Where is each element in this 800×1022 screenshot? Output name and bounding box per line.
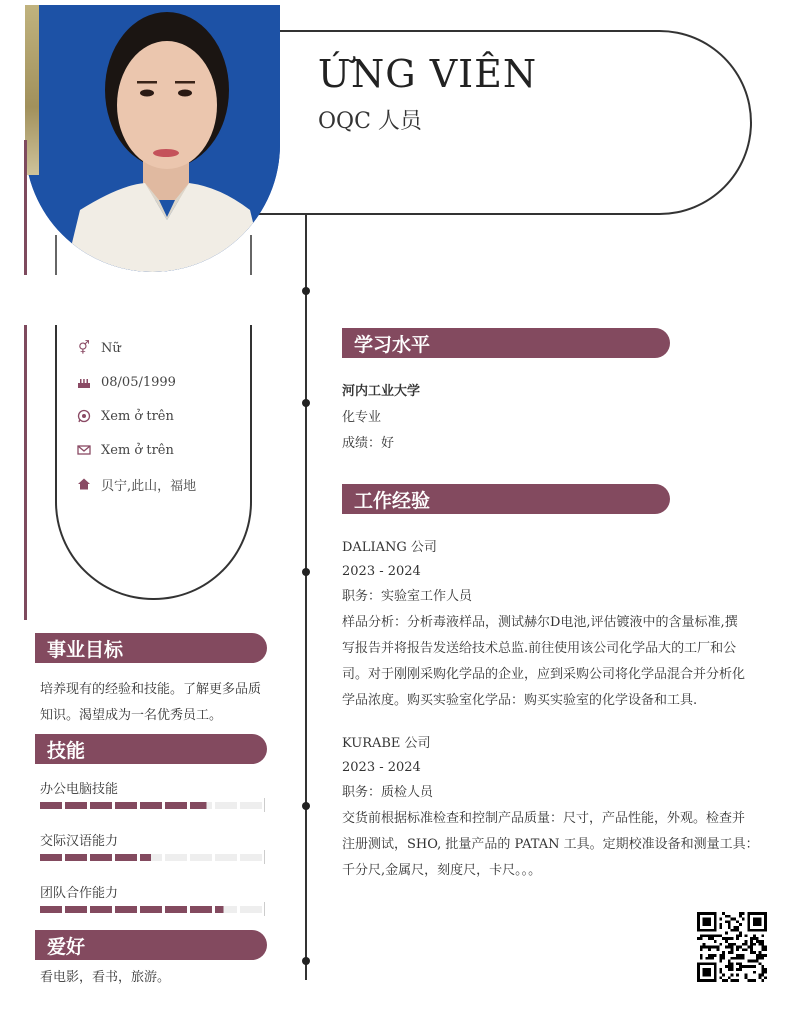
skill-bar-segment xyxy=(140,906,162,913)
skill-bar-segment xyxy=(240,906,262,913)
job-role: 职务：质检人员 xyxy=(342,785,434,800)
skill-bar-segment xyxy=(115,854,137,861)
skill-bar-end xyxy=(264,902,265,916)
hobbies-header: 爱好 xyxy=(35,930,267,960)
skill-bar-segment xyxy=(65,854,87,861)
skill-bar-segment xyxy=(190,906,212,913)
education-header: 学习水平 xyxy=(342,328,670,358)
timeline-dot xyxy=(302,957,310,965)
left-accent-bar xyxy=(24,140,27,275)
timeline-dot xyxy=(302,568,310,576)
skill-bar-segment xyxy=(190,802,212,809)
skill-bar-segment xyxy=(90,802,112,809)
timeline-dot xyxy=(302,399,310,407)
birthday-text: 08/05/1999 xyxy=(101,374,176,390)
address-text: 贝宁,此山，福地 xyxy=(101,478,197,494)
photo-frame-strip xyxy=(25,5,39,175)
skills-header: 技能 xyxy=(35,734,267,764)
email-text: Xem ở trên xyxy=(101,442,174,458)
job-desc-line: 学品浓度。购买实验室化学品：购买实验室的化学设备和工具. xyxy=(342,693,698,708)
contact-address xyxy=(75,474,196,494)
gender-text: Nữ xyxy=(101,340,121,356)
candidate-position: OQC 人员 xyxy=(318,109,422,134)
skill-label: 团队合作能力 xyxy=(40,886,119,901)
hobbies-text: 看电影，看书，旅游。 xyxy=(40,970,171,985)
skill-bar-segment xyxy=(115,906,137,913)
job-desc-line: 交货前根据标准检查和控制产品质量：尺寸，产品性能，外观。检查并 xyxy=(342,811,746,826)
experience-header: 工作经验 xyxy=(342,484,670,514)
job-desc-line: 样品分析：分析毒液样品，测试赫尔D电池,评估镀液中的含量标准,撰 xyxy=(342,615,738,630)
job-desc-line: 写报告并将报告发送给技术总监.前往使用该公司化学品大的工厂和公 xyxy=(342,641,737,656)
skill-bar-segment xyxy=(240,802,262,809)
birthday-cake-icon xyxy=(75,374,93,390)
job-desc-line: 千分尺,金属尺，刻度尺，卡尺。。。 xyxy=(342,863,542,878)
left-accent-bar-contact xyxy=(24,325,27,620)
skill-label: 办公电脑技能 xyxy=(40,782,119,797)
skill-label: 交际汉语能力 xyxy=(40,834,119,849)
job-company: KURABE 公司 xyxy=(342,736,431,751)
education-major: 化专业 xyxy=(342,410,382,425)
skill-bar-segment xyxy=(190,854,212,861)
skill-bar-segment xyxy=(115,802,137,809)
skill-bar-segment xyxy=(240,854,262,861)
skill-bar-segment xyxy=(40,906,62,913)
skill-bar-segment xyxy=(165,906,187,913)
skill-bar xyxy=(40,854,262,861)
timeline-dot xyxy=(302,287,310,295)
skill-bar-segment xyxy=(140,854,162,861)
skill-bar-segment xyxy=(215,802,237,809)
skill-bar-segment xyxy=(165,854,187,861)
connector-line-right xyxy=(250,235,252,275)
contact-gender xyxy=(75,338,121,358)
job-company: DALIANG 公司 xyxy=(342,540,437,555)
gender-icon: ⚥ xyxy=(78,340,90,356)
whatsapp-icon xyxy=(75,408,93,424)
timeline-dot xyxy=(302,802,310,810)
skill-bar-end xyxy=(264,798,265,812)
education-school: 河内工业大学 xyxy=(342,384,421,399)
skill-bar-segment xyxy=(65,906,87,913)
connector-line-left xyxy=(55,235,57,275)
skill-bar-segment xyxy=(90,854,112,861)
contact-phone xyxy=(75,406,174,426)
contact-email xyxy=(75,440,174,460)
skill-bar-segment xyxy=(40,854,62,861)
job-period: 2023 - 2024 xyxy=(342,564,421,579)
skill-bar-segment xyxy=(140,802,162,809)
job-desc-line: 注册测试，SHO, 批量产品的 PATAN 工具。定期校准设备和测量工具： xyxy=(342,837,759,852)
job-desc-line: 司。对于刚刚采购化学品的企业，应到采购公司将化学品混合并分析化 xyxy=(342,667,746,682)
home-icon xyxy=(75,476,93,492)
qr-code xyxy=(697,912,767,982)
career-text-line: 知识。渴望成为一名优秀员工。 xyxy=(40,708,223,723)
timeline-line xyxy=(305,215,307,980)
envelope-icon xyxy=(75,442,93,458)
skill-bar-segment xyxy=(65,802,87,809)
skill-bar xyxy=(40,802,262,809)
job-period: 2023 - 2024 xyxy=(342,760,421,775)
job-role: 职务：实验室工作人员 xyxy=(342,589,473,604)
contact-birthday xyxy=(75,372,176,392)
education-grade: 成绩：好 xyxy=(342,436,395,451)
skill-bar xyxy=(40,906,262,913)
career-header: 事业目标 xyxy=(35,633,267,663)
profile-photo xyxy=(25,5,280,272)
career-text-line: 培养现有的经验和技能。了解更多品质 xyxy=(40,682,262,697)
candidate-name: ỨNG VIÊN xyxy=(318,52,538,96)
skill-bar-segment xyxy=(40,802,62,809)
skill-bar-segment xyxy=(215,906,237,913)
skill-bar-segment xyxy=(90,906,112,913)
phone-text: Xem ở trên xyxy=(101,408,174,424)
skill-bar-segment xyxy=(215,854,237,861)
skill-bar-segment xyxy=(165,802,187,809)
skill-bar-end xyxy=(264,850,265,864)
contact-panel xyxy=(55,325,252,600)
